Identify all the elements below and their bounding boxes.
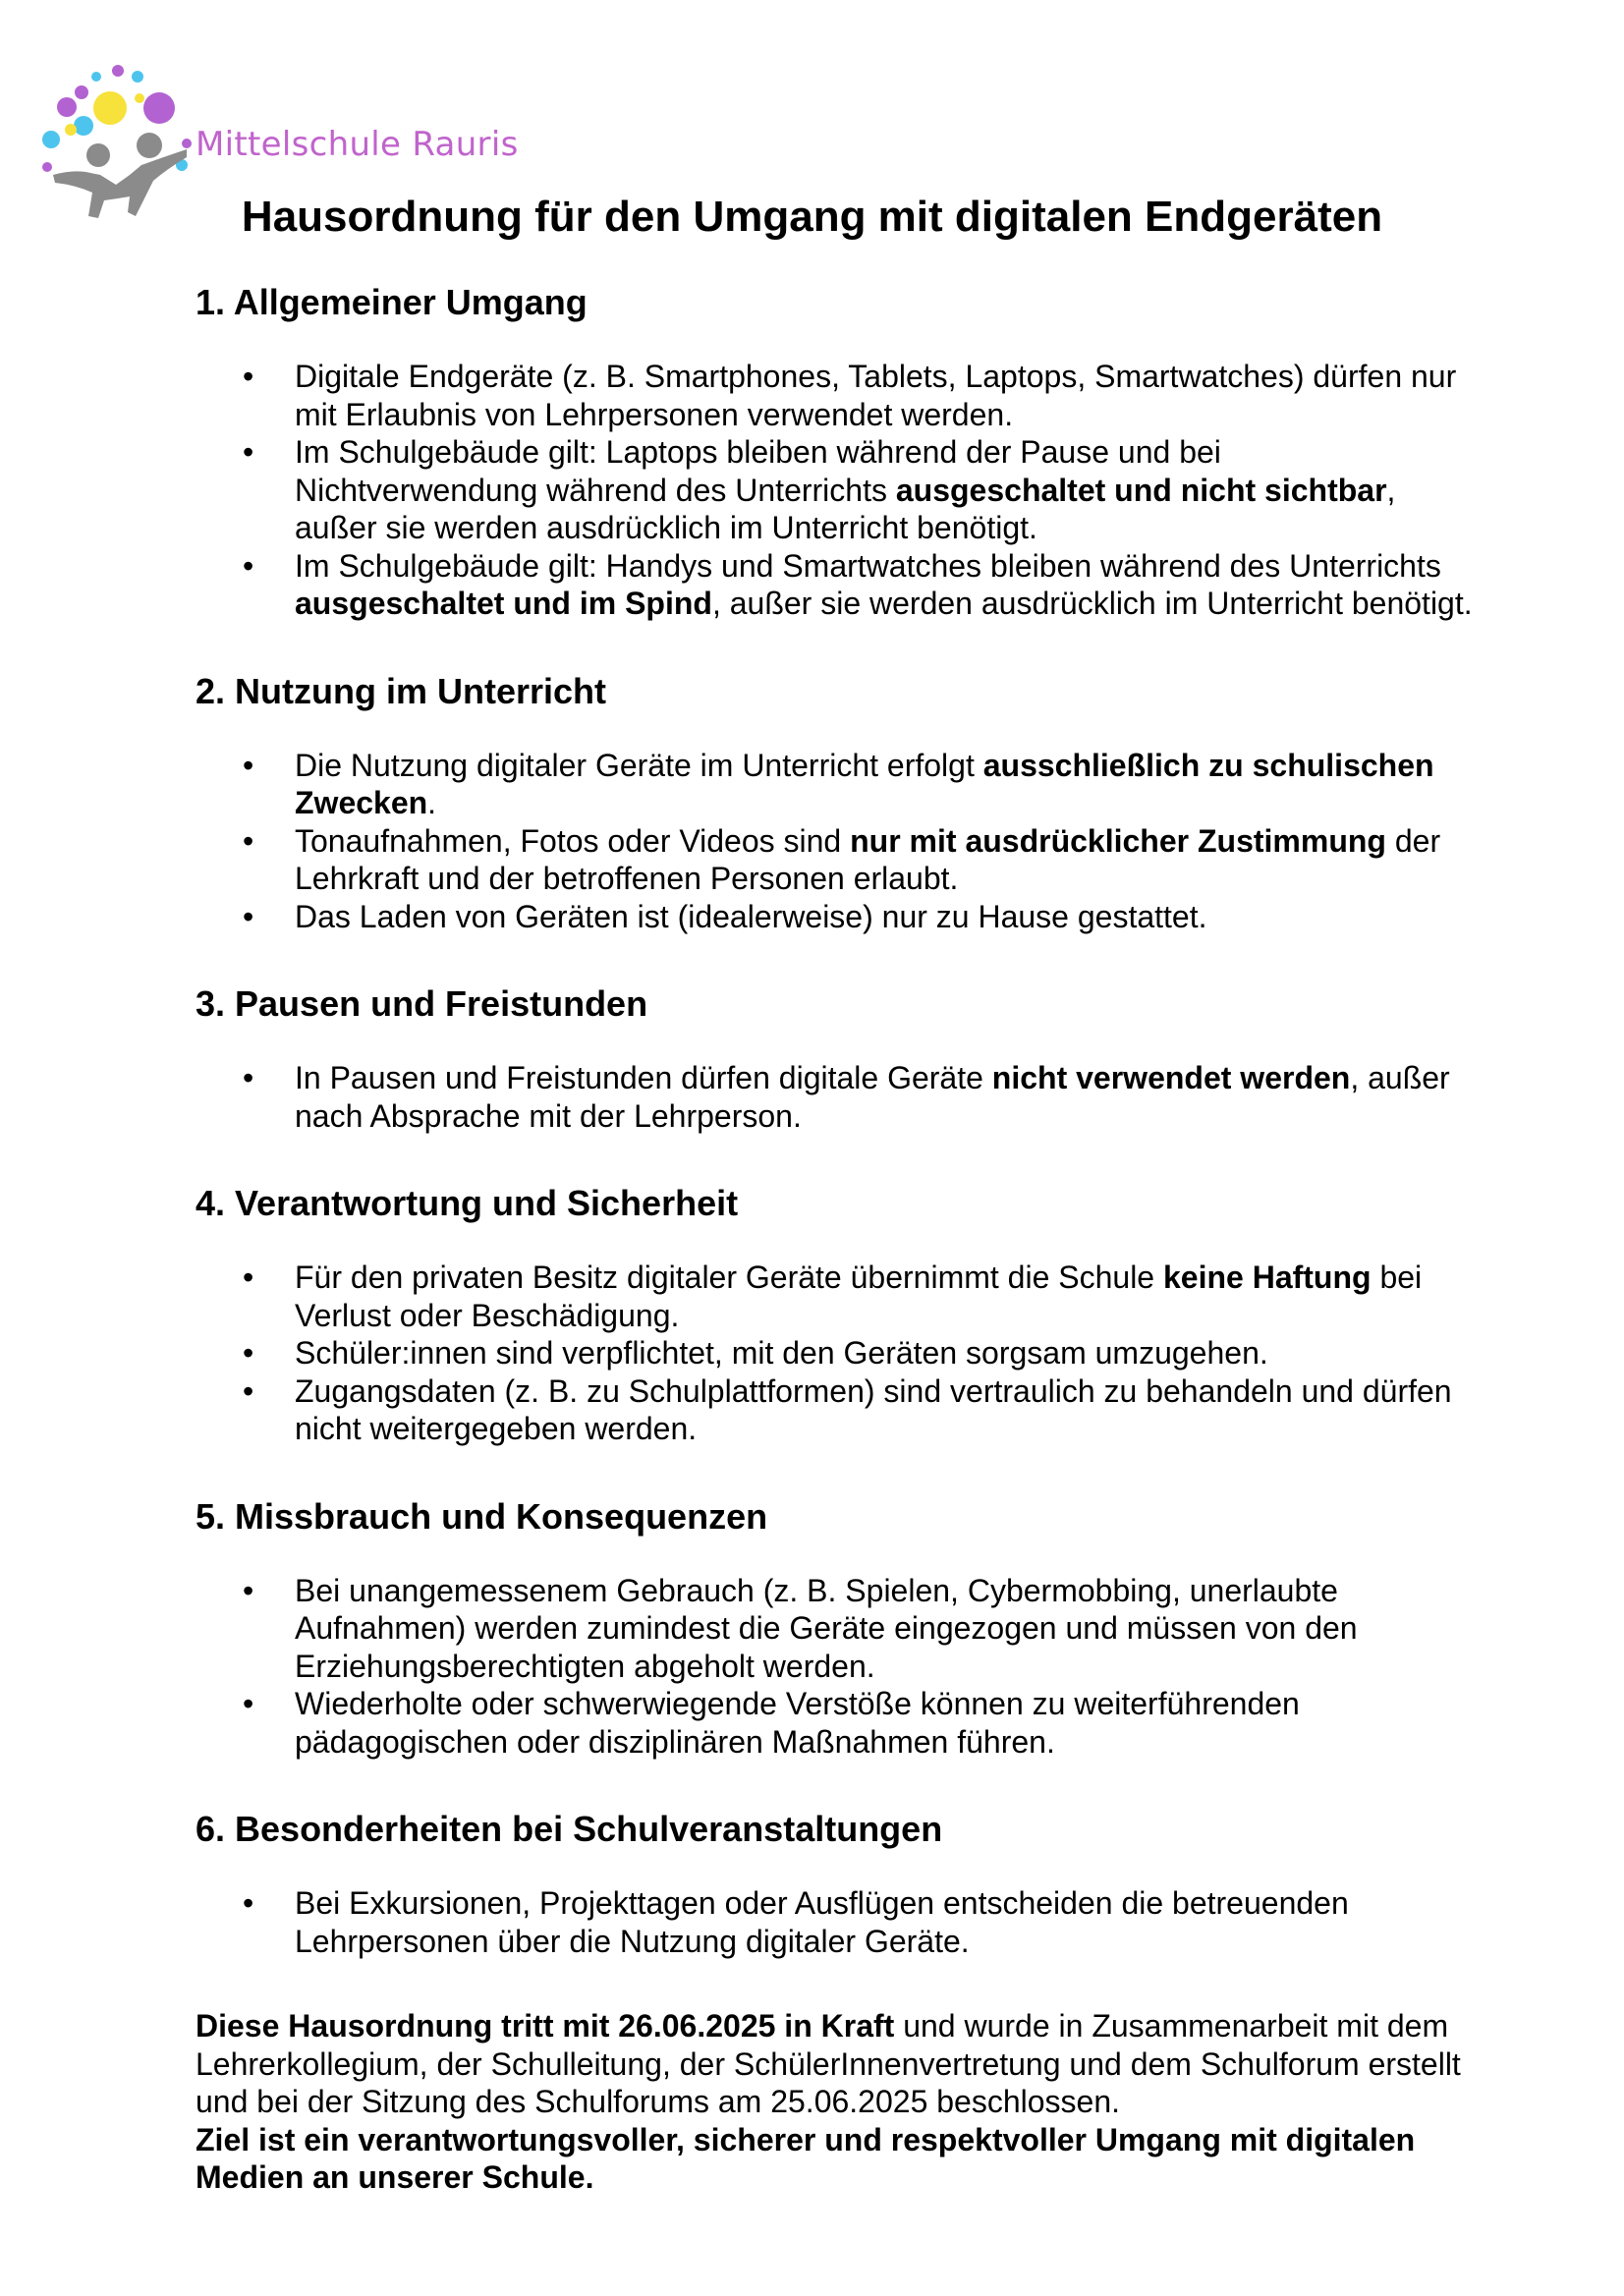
text-run: Tonaufnahmen, Fotos oder Videos sind bbox=[295, 822, 851, 859]
text-run: bei Verlust oder Beschädigung. bbox=[295, 1260, 1423, 1333]
list-item bbox=[196, 1259, 1473, 1334]
text-run: und wurde in Zusammenarbeit mit dem Lehrerkollegium, der Schulleitung, der SchülerInnenvertretung und dem Schulforum erstellt und bei der Sitzung des Schulforums am 25.06.2025 beschlossen. bbox=[196, 2008, 1461, 2119]
bullet-list bbox=[196, 358, 1473, 623]
logo-figure-head bbox=[137, 133, 162, 158]
bullet-icon: • bbox=[243, 1335, 254, 1371]
section-heading: 5. Missbrauch und Konsequenzen bbox=[196, 1495, 768, 1537]
section-heading: 6. Besonderheiten bei Schulveranstaltungen bbox=[196, 1809, 943, 1849]
list-item bbox=[196, 358, 1473, 433]
bold-text: nur mit ausdrücklicher Zustimmung bbox=[850, 822, 1386, 859]
bullet-icon: • bbox=[243, 547, 254, 584]
text-run: Zugangsdaten (z. B. zu Schulplattformen) sind vertraulich zu behandeln und dürfen nicht weitergegeben werden. bbox=[295, 1372, 1452, 1446]
logo-dot bbox=[74, 116, 93, 136]
section-spacer bbox=[196, 1448, 1473, 1495]
list-item bbox=[196, 1059, 1473, 1135]
bold-text: Diese Hausordnung tritt mit 26.06.2025 in Kraft bbox=[196, 2008, 895, 2044]
text-run: Bei unangemessenem Gebrauch (z. B. Spielen, Cybermobbing, unerlaubte Aufnahmen) werden zumindest die Geräte eingezogen und müssen von den Erziehungsberechtigten abgeholt werden. bbox=[295, 1572, 1358, 1684]
bullet-icon: • bbox=[243, 1260, 254, 1295]
section-5 bbox=[196, 1495, 1473, 1762]
text-run: . bbox=[427, 785, 437, 820]
school-name: Mittelschule Rauris bbox=[196, 125, 519, 164]
closing-goal bbox=[196, 2121, 1473, 2197]
bullet-icon: • bbox=[243, 434, 254, 470]
bullet-icon: • bbox=[243, 747, 254, 783]
section-4 bbox=[196, 1182, 1473, 1448]
bullet-list bbox=[196, 1059, 1473, 1135]
text-run: Im Schulgebäude gilt: Laptops bleiben während der Pause und bei Nichtverwendung während des Unterrichts bbox=[295, 434, 1221, 508]
text-run: , außer nach Absprache mit der Lehrperson. bbox=[295, 1060, 1450, 1134]
bullet-list bbox=[196, 1259, 1473, 1448]
closing-paragraph bbox=[196, 2007, 1473, 2121]
section-6 bbox=[196, 1808, 1473, 1960]
section-spacer bbox=[196, 935, 1473, 982]
bullet-list bbox=[196, 1572, 1473, 1762]
section-heading: 2. Nutzung im Unterricht bbox=[196, 670, 607, 711]
bullet-icon: • bbox=[243, 1060, 254, 1095]
section-spacer bbox=[196, 1135, 1473, 1182]
bold-text: keine Haftung bbox=[1162, 1260, 1372, 1295]
list-item bbox=[196, 1334, 1473, 1372]
bullet-icon: • bbox=[243, 1885, 254, 1921]
section-2 bbox=[196, 670, 1473, 936]
text-run: , außer sie werden ausdrücklich im Unterricht benötigt. bbox=[711, 586, 1473, 621]
section-3 bbox=[196, 982, 1473, 1135]
section-spacer bbox=[196, 1761, 1473, 1808]
closing-note bbox=[196, 2007, 1473, 2197]
logo-dot bbox=[182, 139, 192, 148]
bold-text: nicht verwendet werden bbox=[991, 1060, 1351, 1095]
list-item bbox=[196, 547, 1473, 623]
logo-dot bbox=[112, 65, 124, 77]
text-run: Im Schulgebäude gilt: Handys und Smartwatches bleiben während des Unterrichts bbox=[295, 547, 1441, 584]
text-run: Das Laden von Geräten ist (idealerweise) nur zu Hause gestattet. bbox=[295, 898, 1207, 934]
goal-text: Ziel ist ein verantwortungsvoller, sicherer und respektvoller Umgang mit digitalen Medien an unserer Schule. bbox=[196, 2121, 1416, 2195]
bold-text: ausgeschaltet und im Spind bbox=[295, 586, 712, 621]
logo-dot bbox=[135, 93, 144, 103]
list-item bbox=[196, 898, 1473, 936]
logo-dot bbox=[143, 92, 175, 124]
bold-text: ausgeschaltet und nicht sichtbar bbox=[895, 472, 1387, 508]
text-run: Wiederholte oder schwerwiegende Verstöße können zu weiterführenden pädagogischen oder disziplinären Maßnahmen führen. bbox=[295, 1686, 1300, 1760]
logo-dot bbox=[42, 162, 52, 172]
bullet-icon: • bbox=[243, 1686, 254, 1721]
logo-dot bbox=[42, 131, 60, 148]
section-heading: 1. Allgemeiner Umgang bbox=[196, 282, 588, 322]
list-item bbox=[196, 747, 1473, 822]
text-run: Die Nutzung digitaler Geräte im Unterricht erfolgt bbox=[295, 747, 983, 783]
text-run: In Pausen und Freistunden dürfen digitale Geräte bbox=[295, 1060, 992, 1095]
section-heading: 4. Verantwortung und Sicherheit bbox=[196, 1183, 739, 1223]
bullet-list bbox=[196, 747, 1473, 936]
logo-dot bbox=[91, 72, 101, 82]
logo-dot bbox=[65, 124, 77, 136]
list-item bbox=[196, 433, 1473, 547]
list-item bbox=[196, 1372, 1473, 1448]
section-heading: 3. Pausen und Freistunden bbox=[196, 983, 648, 1024]
list-item bbox=[196, 1685, 1473, 1761]
bullet-icon: • bbox=[243, 1572, 254, 1608]
section-1 bbox=[196, 281, 1473, 623]
logo-dot bbox=[75, 85, 88, 99]
text-run: Digitale Endgeräte (z. B. Smartphones, Tablets, Laptops, Smartwatches) dürfen nur mit Erlaubnis von Lehrpersonen verwendet werden. bbox=[295, 359, 1457, 432]
document-body bbox=[196, 281, 1473, 2197]
list-item bbox=[196, 1572, 1473, 1686]
text-run: Bei Exkursionen, Projekttagen oder Ausflügen entscheiden die betreuenden Lehrpersonen über die Nutzung digitaler Geräte. bbox=[295, 1885, 1349, 1959]
text-run: Schüler:innen sind verpflichtet, mit den Geräten sorgsam umzugehen. bbox=[295, 1335, 1268, 1371]
bullet-icon: • bbox=[243, 898, 254, 934]
logo-figure-head bbox=[86, 143, 110, 167]
list-item bbox=[196, 822, 1473, 898]
bullet-list bbox=[196, 1884, 1473, 1960]
logo-dot bbox=[132, 71, 143, 83]
text-run: der Lehrkraft und der betroffenen Personen erlaubt. bbox=[295, 822, 1441, 896]
bullet-icon: • bbox=[243, 822, 254, 859]
list-item bbox=[196, 1884, 1473, 1960]
bullet-icon: • bbox=[243, 1372, 254, 1409]
text-run: Für den privaten Besitz digitaler Geräte übernimmt die Schule bbox=[295, 1260, 1163, 1295]
bullet-icon: • bbox=[243, 359, 254, 394]
section-spacer bbox=[196, 623, 1473, 670]
bold-text: ausschließlich zu schulischen Zwecken bbox=[295, 747, 1434, 820]
section-spacer bbox=[196, 1960, 1473, 2007]
text-run: , außer sie werden ausdrücklich im Unterricht benötigt. bbox=[295, 472, 1396, 545]
logo-dot bbox=[57, 97, 77, 117]
logo-dot bbox=[93, 91, 127, 125]
page-title: Hausordnung für den Umgang mit digitalen Endgeräten bbox=[241, 193, 1383, 241]
